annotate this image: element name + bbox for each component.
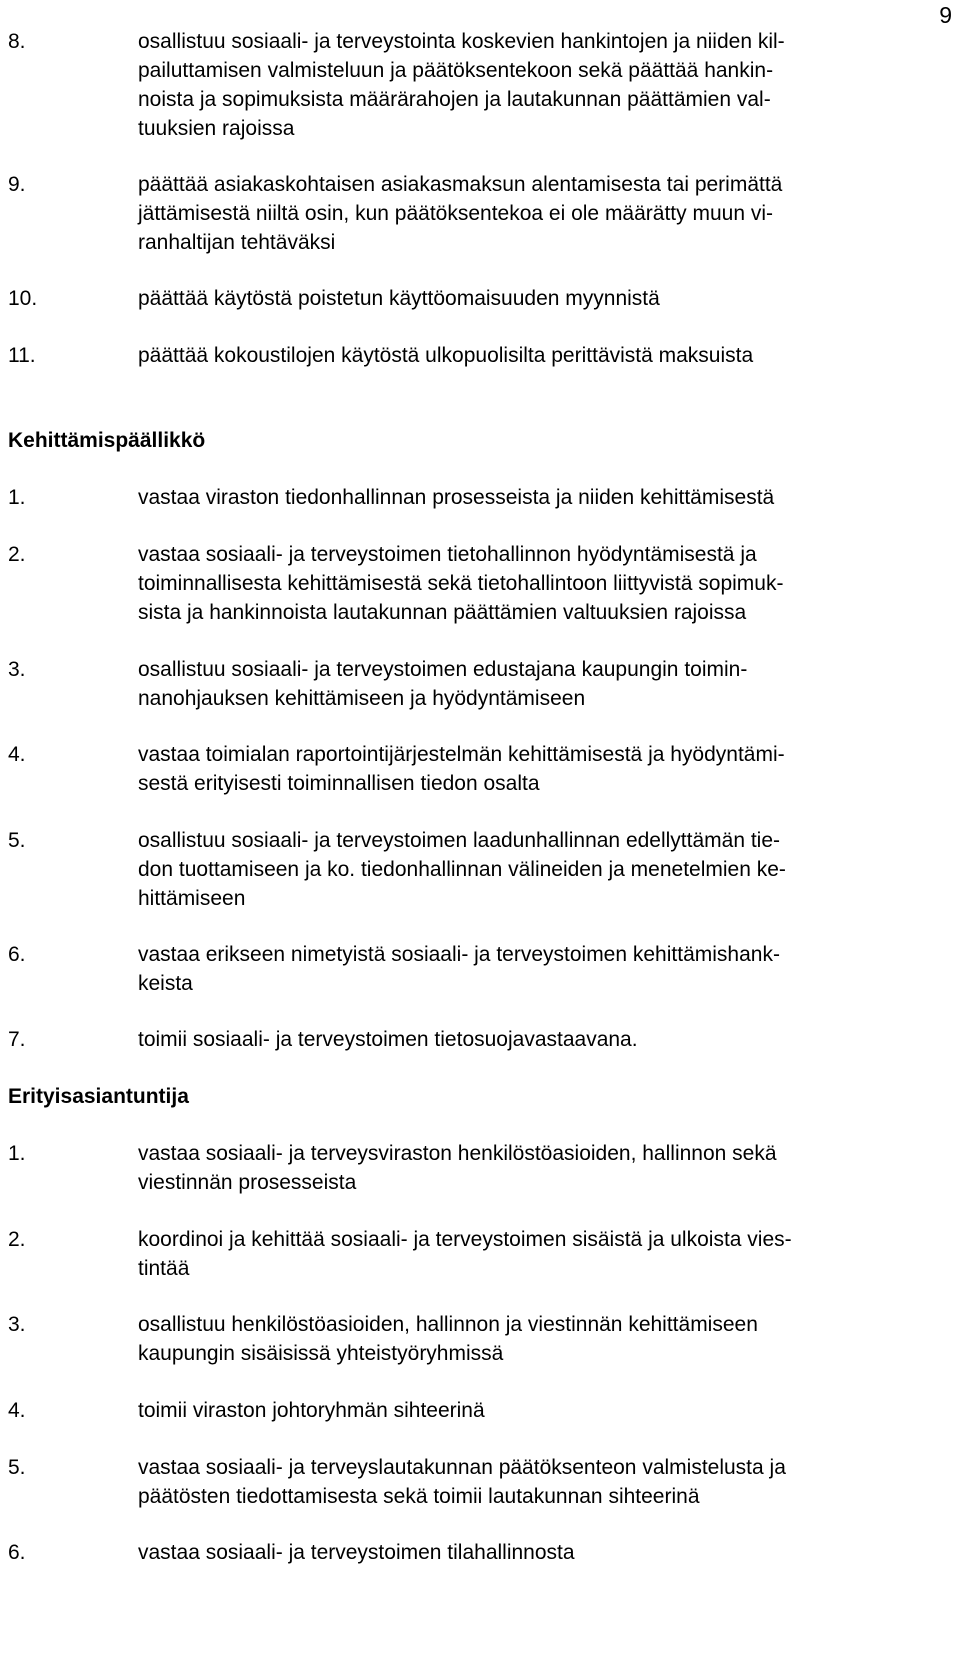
item-text: osallistuu sosiaali- ja terveystoimen edustajana kaupungin toimin-: [138, 658, 748, 681]
item-text: osallistuu henkilöstöasioiden, hallinnon ja viestinnän kehittämiseen: [138, 1313, 758, 1336]
item-number: 6.: [8, 1541, 26, 1564]
item-number: 10.: [8, 287, 38, 310]
item-text: päättää käytöstä poistetun käyttöomaisuuden myynnistä: [138, 287, 660, 310]
item-number: 9.: [8, 173, 26, 196]
item-text: keista: [138, 972, 193, 995]
item-number: 11.: [8, 344, 36, 367]
item-text: toimii viraston johtoryhmän sihteerinä: [138, 1399, 485, 1422]
item-text: kaupungin sisäisissä yhteistyöryhmissä: [138, 1342, 504, 1365]
item-text: vastaa erikseen nimetyistä sosiaali- ja terveystoimen kehittämishank-: [138, 943, 780, 966]
item-text: toimii sosiaali- ja terveystoimen tietosuojavastaavana.: [138, 1028, 638, 1051]
item-text: päätösten tiedottamisesta sekä toimii lautakunnan sihteerinä: [138, 1485, 700, 1508]
item-number: 5.: [8, 1456, 26, 1479]
item-text: vastaa viraston tiedonhallinnan prosesseista ja niiden kehittämisestä: [138, 486, 775, 509]
item-text: don tuottamiseen ja ko. tiedonhallinnan välineiden ja menetelmien ke-: [138, 858, 786, 881]
item-text: vastaa sosiaali- ja terveysviraston henkilöstöasioiden, hallinnon sekä: [138, 1142, 777, 1165]
item-number: 4.: [8, 1399, 26, 1422]
item-text: osallistuu sosiaali- ja terveystointa koskevien hankintojen ja niiden kil-: [138, 30, 785, 53]
item-number: 1.: [8, 1142, 26, 1165]
item-text: tuuksien rajoissa: [138, 117, 295, 140]
item-number: 3.: [8, 658, 26, 681]
item-text: toiminnallisesta kehittämisestä sekä tietohallintoon liittyvistä sopimuk-: [138, 572, 784, 595]
item-text: vastaa sosiaali- ja terveyslautakunnan päätöksenteon valmistelusta ja: [138, 1456, 786, 1479]
section-heading: Erityisasiantuntija: [8, 1085, 189, 1108]
item-number: 2.: [8, 543, 26, 566]
item-text: tintää: [138, 1257, 190, 1280]
item-text: koordinoi ja kehittää sosiaali- ja terveystoimen sisäistä ja ulkoista vies-: [138, 1228, 792, 1251]
item-number: 2.: [8, 1228, 26, 1251]
item-text: ranhaltijan tehtäväksi: [138, 231, 336, 254]
item-number: 4.: [8, 743, 26, 766]
page-number: 9: [939, 2, 952, 28]
item-text: päättää asiakaskohtaisen asiakasmaksun alentamisesta tai perimättä: [138, 173, 783, 196]
item-text: päättää kokoustilojen käytöstä ulkopuolisilta perittävistä maksuista: [138, 344, 754, 367]
item-number: 6.: [8, 943, 26, 966]
item-number: 7.: [8, 1028, 26, 1051]
item-text: vastaa toimialan raportointijärjestelmän kehittämisestä ja hyödyntämi-: [138, 743, 785, 766]
item-text: noista ja sopimuksista määrärahojen ja lautakunnan päättämien val-: [138, 88, 771, 111]
item-text: viestinnän prosesseista: [138, 1171, 357, 1194]
item-text: hittämiseen: [138, 887, 246, 910]
item-text: sestä erityisesti toiminnallisen tiedon osalta: [138, 772, 540, 795]
item-number: 5.: [8, 829, 26, 852]
item-text: vastaa sosiaali- ja terveystoimen tilahallinnosta: [138, 1541, 575, 1564]
item-text: sista ja hankinnoista lautakunnan päättämien valtuuksien rajoissa: [138, 601, 747, 624]
item-number: 8.: [8, 30, 26, 53]
section-heading: Kehittämispäällikkö: [8, 429, 206, 452]
item-text: nanohjauksen kehittämiseen ja hyödyntämiseen: [138, 687, 586, 710]
item-text: pailuttamisen valmisteluun ja päätöksentekoon sekä päättää hankin-: [138, 59, 774, 82]
item-number: 3.: [8, 1313, 26, 1336]
item-text: osallistuu sosiaali- ja terveystoimen laadunhallinnan edellyttämän tie-: [138, 829, 781, 852]
item-text: vastaa sosiaali- ja terveystoimen tietohallinnon hyödyntämisestä ja: [138, 543, 757, 566]
item-text: jättämisestä niiltä osin, kun päätöksentekoa ei ole määrätty muun vi-: [138, 202, 773, 225]
item-number: 1.: [8, 486, 26, 509]
